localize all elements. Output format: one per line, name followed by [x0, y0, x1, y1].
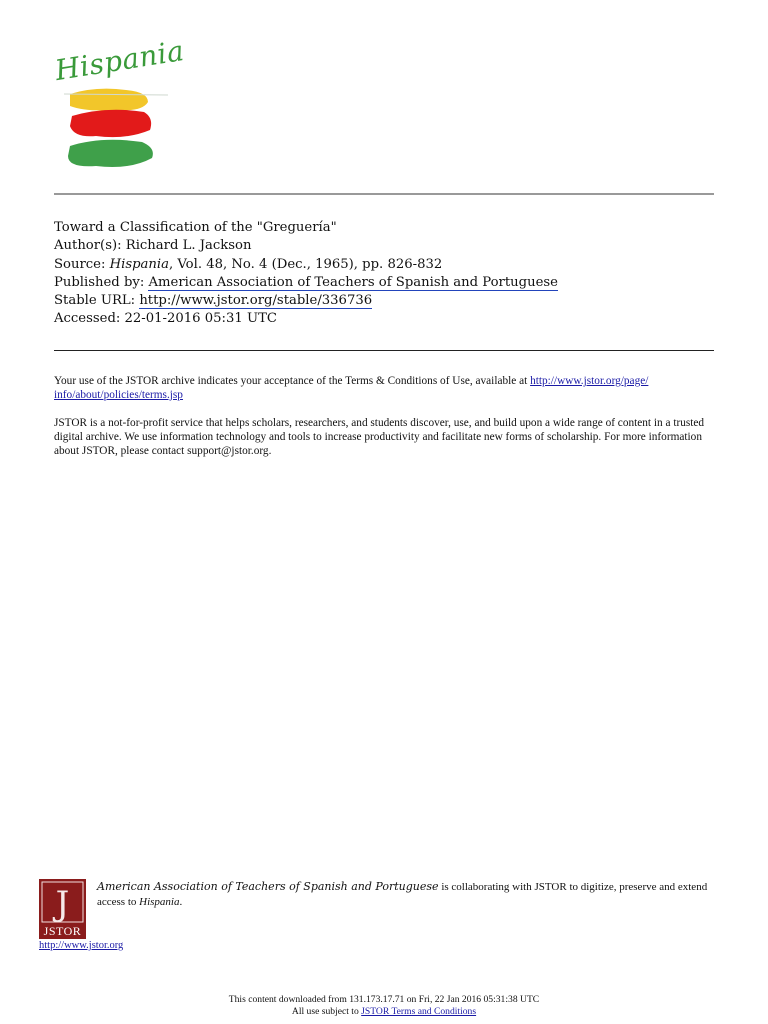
jstor-home-link[interactable]: http://www.jstor.org — [39, 940, 124, 951]
collab-journal: Hispania — [139, 895, 180, 908]
jstor-url — [39, 940, 123, 951]
hispania-logo-text: Hispania — [52, 34, 187, 87]
jstor-description: JSTOR is a not-for-profit service that helps scholars, researchers, and students discover, use, and build upon a wide range of content in a trusted digital archive. We use information technology and tools to increase productivity and facilitate new forms of scholarship. For more information about JSTOR, please contact support@jstor.org. — [54, 417, 705, 457]
authors-line: Author(s): Richard L. Jackson — [54, 238, 252, 254]
collaboration-statement: American Association of Teachers of Spanish and Portuguese is collaborating with JSTOR to digitize, preserve and extend access to Hispania. — [97, 880, 708, 908]
citation-block — [54, 219, 558, 329]
terms-notice: Your use of the JSTOR archive indicates your acceptance of the Terms & Conditions of Use, available at http://www.jstor.org/page/ info/about/policies/terms.jsp — [54, 375, 649, 401]
stable-url-line: Stable URL: http://www.jstor.org/stable/336736 — [54, 293, 373, 309]
terms-conditions-link[interactable]: JSTOR Terms and Conditions — [361, 1005, 477, 1017]
download-info: This content downloaded from 131.173.17.71 on Fri, 22 Jan 2016 05:31:38 UTC — [228, 994, 540, 1005]
terms-link[interactable]: http://www.jstor.org/page/ info/about/policies/terms.jsp — [54, 375, 649, 401]
logo-yellow-stripe — [70, 89, 148, 111]
article-title: Toward a Classification of the "Greguería" — [54, 220, 337, 235]
author-name: Richard L. Jackson — [125, 238, 252, 254]
jstor-logo[interactable] — [39, 879, 86, 939]
source-line: Source: Hispania, Vol. 48, No. 4 (Dec., 1965), pp. 826-832 — [54, 256, 443, 272]
top-divider — [54, 193, 714, 195]
publisher-link[interactable]: American Association of Teachers of Spanish and Portuguese — [148, 274, 558, 290]
jstor-logo-graphic — [39, 879, 86, 939]
logo-green-stripe — [68, 140, 153, 167]
middle-divider — [54, 350, 714, 351]
logo-red-stripe — [70, 110, 151, 137]
accessed-date: 22-01-2016 05:31 UTC — [124, 311, 277, 327]
terms-line: All use subject to JSTOR Terms and Conditions — [291, 1005, 477, 1017]
source-journal: Hispania — [109, 256, 169, 272]
accessed-line: Accessed: 22-01-2016 05:31 UTC — [54, 311, 277, 327]
jstor-logo-text: JSTOR — [43, 924, 82, 938]
svg-text:J: J — [55, 884, 70, 924]
stable-url-link[interactable]: http://www.jstor.org/stable/336736 — [139, 293, 373, 309]
publisher-line: Published by: American Association of Teachers of Spanish and Portuguese — [54, 274, 558, 290]
collab-org: American Association of Teachers of Spanish and Portuguese — [97, 880, 439, 893]
download-footer — [0, 994, 768, 1017]
